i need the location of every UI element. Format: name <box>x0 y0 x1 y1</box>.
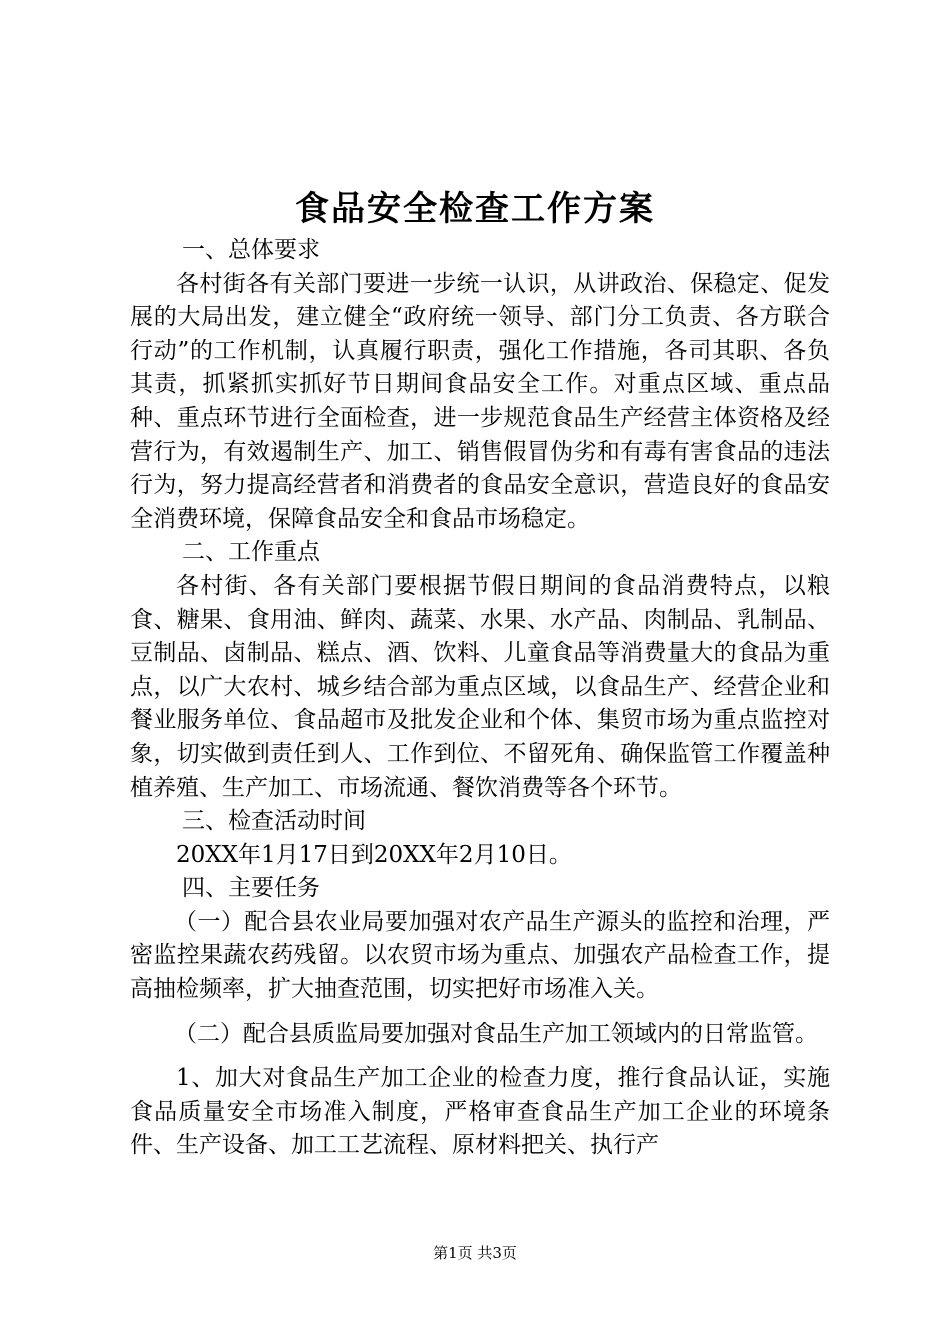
page-footer: 第1页 共3页 <box>433 1244 517 1262</box>
section-heading-work-focus: 二、工作重点 <box>182 539 320 566</box>
paragraph-inspection-time: 20XX年1月17日到20XX年2月10日。 <box>176 841 572 868</box>
document-body <box>130 234 830 1163</box>
section-heading-overall-requirements: 一、总体要求 <box>182 237 320 263</box>
paragraph-overall-requirements: 各村街各有关部门要进一步统一认识，从讲政治、保稳定、促发展的大局出发，建立健全“政府统一领导、部门分工负责、各方联合行动”的工作机制，认真履行职责，强化工作措施，各司其职、各负其责，抓紧抓实抓好节日期间食品安全工作。对重点区域、重点品种、重点环节进行全面检查，进一步规范食品生产经营主体资格及经营行为，有效遏制生产、加工、销售假冒伪劣和有毒有害食品的违法行为，努力提高经营者和消费者的食品安全意识，营造良好的食品安全消费环境，保障食品安全和食品市场稳定。 <box>130 270 830 532</box>
paragraph-task-two: （二）配合县质监局要加强对食品生产加工领域内的日常监管。 <box>174 1020 818 1047</box>
paragraph-work-focus: 各村街、各有关部门要根据节假日期间的食品消费特点，以粮食、糖果、食用油、鲜肉、蔬菜、水果、水产品、肉制品、乳制品、豆制品、卤制品、糕点、酒、饮料、儿童食品等消费量大的食品为重点，以广大农村、城乡结合部为重点区域，以食品生产、经营企业和餐业服务单位、食品超市及批发企业和个体、集贸市场为重点监控对象，切实做到责任到人、工作到位、不留死角、确保监管工作覆盖种植养殖、生产加工、市场流通、餐饮消费等各个环节。 <box>130 572 830 801</box>
section-heading-main-tasks: 四、主要任务 <box>182 875 320 902</box>
paragraph-task-two-item-one: 1、加大对食品生产加工企业的检查力度，推行食品认证，实施食品质量安全市场准入制度，严格审查食品生产加工企业的环境条件、生产设备、加工工艺流程、原材料把关、执行产 <box>130 1065 830 1159</box>
section-heading-inspection-time: 三、检查活动时间 <box>182 808 366 835</box>
document-title: 食品安全检查工作方案 <box>295 189 655 229</box>
paragraph-task-one: （一）配合县农业局要加强对农产品生产源头的监控和治理，严密监控果蔬农药残留。以农贸市场为重点、加强农产品检查工作，提高抽检频率，扩大抽查范围，切实把好市场准入关。 <box>130 908 830 1003</box>
